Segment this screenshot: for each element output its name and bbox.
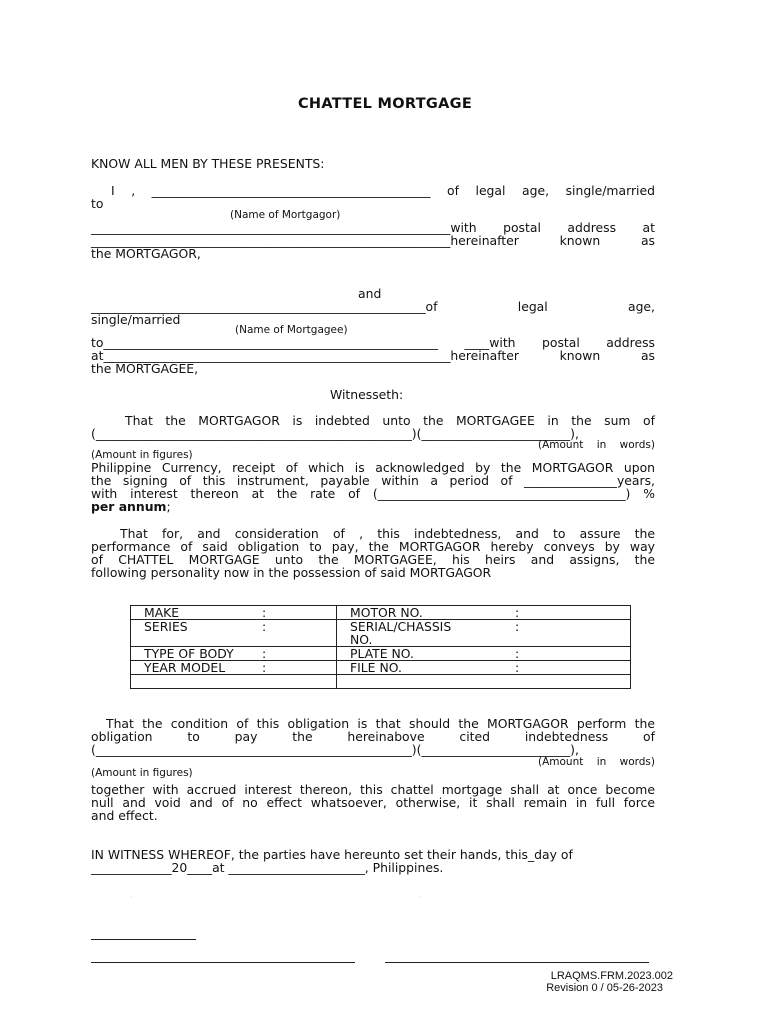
vehicle-details-table [130, 605, 631, 689]
document-title: CHATTEL MORTGAGE [297, 96, 473, 112]
revision-text: Revision 0 / 05-26-2023 [546, 982, 663, 994]
table-row [131, 606, 631, 620]
table-cell-file-no [337, 661, 631, 675]
year-model-label: YEAR MODEL [144, 660, 226, 675]
mortgagor-line-5: the MORTGAGOR, [91, 246, 201, 261]
debt-line-3: Philippine Currency, receipt of which is acknowledged by the MORTGAGOR upon [91, 460, 655, 475]
mortgagee-line-3: to______________________________________________________ ____with postal address [91, 335, 655, 350]
mortgagor-line-1: I , _____________________________________________ of legal age, single/married [111, 183, 655, 198]
intro-heading: KNOW ALL MEN BY THESE PRESENTS: [91, 156, 325, 171]
debt-amount-figures-caption: (Amount in figures) [91, 449, 193, 461]
type-of-body-colon: : [262, 646, 267, 661]
faint-mark: · [130, 894, 132, 901]
mortgagor-line-3: __________________________________________________________with postal address at [91, 220, 655, 235]
mortgagor-line-2: to [91, 196, 104, 211]
short-signature-line [91, 939, 196, 940]
table-cell-empty-left [131, 675, 337, 689]
per-annum-semicolon: ; [166, 499, 171, 514]
debt-amount-words-caption: (Amount in words) [538, 439, 655, 451]
debt-line-5: with interest thereon at the rate of (________________________________________) % [91, 486, 655, 501]
motor-no-colon: : [515, 605, 520, 620]
mortgagee-line-4: at________________________________________________________hereinafter known as [91, 348, 655, 363]
table-cell-empty-right [337, 675, 631, 689]
debt-line-6 [91, 500, 171, 513]
debt-line-4: the signing of this instrument, payable within a period of _______________years, [91, 473, 655, 488]
table-cell-type-of-body [131, 647, 337, 661]
motor-no-label: MOTOR NO. [350, 605, 423, 620]
plate-no-colon: : [515, 646, 520, 661]
mortgagor-line-4: __________________________________________________________hereinafter known as [91, 233, 655, 248]
type-of-body-label: TYPE OF BODY [144, 646, 234, 661]
witness-whereof-line-2: _____________20____at ______________________, Philippines. [91, 860, 444, 875]
table-cell-year-model [131, 661, 337, 675]
form-code: LRAQMS.FRM.2023.002 [550, 970, 673, 982]
mortgagor-name-caption: (Name of Mortgagor) [230, 209, 341, 221]
condition-line-1: That the condition of this obligation is that should the MORTGAGOR perform the [106, 716, 655, 731]
mortgagor-signature-line [91, 962, 355, 963]
conveyance-line-4: following personality now in the possession of said MORTGAGOR [91, 565, 492, 580]
series-colon: : [262, 619, 267, 634]
table-row [131, 647, 631, 661]
mortgagee-signature-line [385, 962, 649, 963]
condition-line-6: and effect. [91, 808, 158, 823]
series-label: SERIES [144, 619, 188, 634]
file-no-label: FILE NO. [350, 660, 402, 675]
mortgagee-name-caption: (Name of Mortgagee) [235, 324, 348, 336]
condition-amount-figures-caption: (Amount in figures) [91, 767, 193, 779]
table-cell-serial-chassis-no [337, 620, 631, 647]
table-cell-series [131, 620, 337, 647]
serial-chassis-label: SERIAL/CHASSIS NO. [350, 619, 452, 647]
make-label: MAKE [144, 605, 180, 620]
make-colon: : [262, 605, 267, 620]
mortgagee-line-1: ______________________________________________________of legal age, [91, 299, 655, 314]
conveyance-line-1: That for, and consideration of , this indebtedness, and to assure the [120, 526, 655, 541]
faint-mark: · [419, 894, 421, 901]
witness-whereof-line-1: IN WITNESS WHEREOF, the parties have hereunto set their hands, this_day of [91, 847, 573, 862]
conveyance-line-2: performance of said obligation to pay, the MORTGAGOR hereby conveys by way [91, 539, 655, 554]
and-word: and [358, 286, 382, 301]
table-row [131, 620, 631, 647]
table-cell-make [131, 606, 337, 620]
per-annum-text: per annum [91, 499, 167, 514]
conveyance-line-3: of CHATTEL MORTGAGE unto the MORTGAGEE, his heirs and assigns, the [91, 552, 655, 567]
year-model-colon: : [262, 660, 267, 675]
file-no-colon: : [515, 660, 520, 675]
debt-line-2: (___________________________________________________)(________________________), [91, 426, 579, 441]
table-cell-motor-no [337, 606, 631, 620]
condition-line-2: obligation to pay the hereinabove cited indebtedness of [91, 729, 655, 744]
debt-line-1: That the MORTGAGOR is indebted unto the MORTGAGEE in the sum of [125, 413, 655, 428]
condition-line-4: together with accrued interest thereon, this chattel mortgage shall at once become [91, 782, 655, 797]
serial-chassis-colon: : [515, 619, 520, 634]
mortgagee-line-2: single/married [91, 312, 181, 327]
condition-amount-words-caption: (Amount in words) [538, 756, 655, 768]
table-row [131, 661, 631, 675]
table-row [131, 675, 631, 689]
witnesseth-heading: Witnesseth: [330, 387, 404, 402]
plate-no-label: PLATE NO. [350, 646, 414, 661]
table-cell-plate-no [337, 647, 631, 661]
condition-line-3: (___________________________________________________)(________________________), [91, 742, 579, 757]
condition-line-5: null and void and of no effect whatsoever, otherwise, it shall remain in full force [91, 795, 655, 810]
mortgagee-line-5: the MORTGAGEE, [91, 361, 199, 376]
